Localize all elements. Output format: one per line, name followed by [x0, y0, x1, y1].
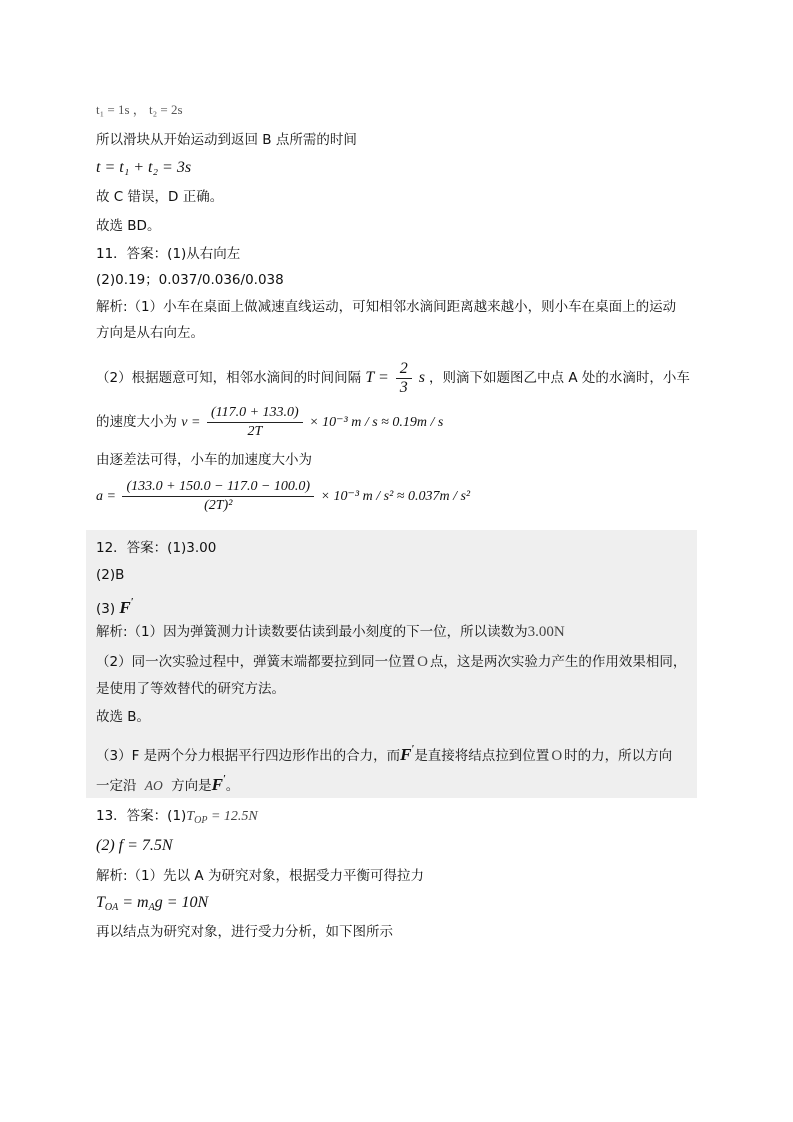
answer-11-heading: 11．答案：(1)从右向左 — [96, 246, 241, 262]
text-line: 解析:（1）因为弹簧测力计读数要估读到最小刻度的下一位，所以读数为3.00N — [96, 624, 565, 640]
text-line: （2）同一次实验过程中，弹簧末端都要拉到同一位置 O 点，这是两次实验力产生的作用效果相同， — [96, 654, 687, 670]
answer-13-part2: (2) f = 7.5N — [96, 837, 173, 854]
velocity-line: 的速度大小为 v = $\frac{(117.0 + 133.0)}{2T}$ × 10⁻³ m / s ≈ 0.19m / s — [96, 405, 444, 440]
velocity-formula: v = $\frac{(117.0 + 133.0)}{2T}$ × 10⁻³ m / s ≈ 0.19m / s — [181, 405, 444, 440]
text-line: 故 C 错误，D 正确。 — [96, 189, 224, 205]
answer-12-heading: 12．答案：(1)3.00 — [96, 540, 217, 556]
answer-11-part2: (2)0.19；0.037/0.036/0.038 — [96, 272, 284, 288]
answer-13-heading: 13．答案：$(1)T_{OP} = 12.5N$ — [96, 808, 258, 826]
force-symbol: F′ — [119, 597, 134, 617]
text-line: 故选 B。 — [96, 709, 151, 725]
total-time-formula: t = t₁ + t₂ = 3s — [96, 159, 192, 176]
text-line: 解析:（1）小车在桌面上做减速直线运动，可知相邻水滴间距离越来越小，则小车在桌面上的运动 — [96, 299, 677, 315]
interval-formula: T = $\frac{2}{3}$ s — [365, 359, 426, 396]
text-line: 故选 BD。 — [96, 218, 161, 234]
text-line: 再以结点为研究对象，进行受力分析，如下图所示 — [96, 924, 393, 940]
interval-line: （2）根据题意可知，相邻水滴间的时间间隔 T = $\frac{2}{3}$ s ，则滴下如题图乙中点 A 处的水滴时，小车 — [96, 359, 690, 396]
text-line: 解析:（1）先以 A 为研究对象，根据受力平衡可得拉力 — [96, 868, 424, 884]
force-symbol: F′ — [400, 744, 415, 764]
answer-12-part3: (3) F′ — [96, 597, 134, 617]
answer-12-part2: (2)B — [96, 567, 125, 583]
force-symbol: F′ — [211, 774, 226, 794]
text-line: 所以滑块从开始运动到返回 B 点所需的时间 — [96, 132, 357, 148]
text-line: 一定沿 AO 方向是F′。 — [96, 774, 240, 794]
text-line: 方向是从右向左。 — [96, 325, 204, 341]
acceleration-formula: a = $\frac{(133.0 + 150.0 - 117.0 - 100.0)}{\text{(2T)²}}$ × 10⁻³ m / s² ≈ 0.037m / s² — [96, 479, 471, 514]
text-line: 是使用了等效替代的研究方法。 — [96, 681, 285, 697]
tension-formula: $T_{OA} = m_Ag = 10N$ — [96, 894, 209, 913]
time-values-line: t₁ = 1s ， t₂ = 2s — [96, 102, 183, 117]
text-line: （3）F 是两个分力根据平行四边形作出的合力，而F′是直接将结点拉到位置 O 时的力，所以方向 — [96, 744, 673, 764]
text-line: 由逐差法可得，小车的加速度大小为 — [96, 452, 312, 468]
